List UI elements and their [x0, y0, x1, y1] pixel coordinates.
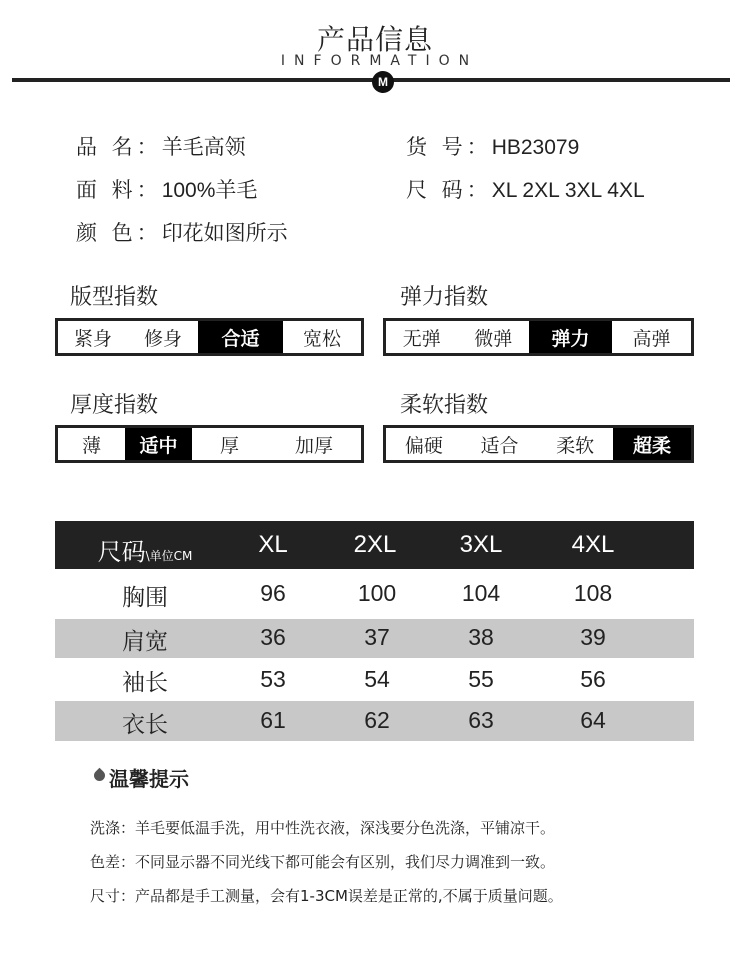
table-cell: 54 — [364, 666, 390, 692]
fit-option-loose — [283, 321, 361, 353]
softness-option-moderate: 适合 — [480, 434, 519, 457]
table-cell: 100 — [357, 580, 397, 606]
thickness-option-thick: 厚 — [219, 434, 239, 457]
table-cell: 38 — [468, 624, 494, 650]
row-label-chest: 胸围 — [122, 585, 168, 611]
table-row — [55, 701, 694, 741]
elasticity-index-bar — [383, 318, 694, 356]
page-subtitle: INFORMATION — [280, 53, 479, 69]
header-unit-label: \单位CM — [145, 549, 193, 563]
thickness-option-thin-label: 薄 — [81, 434, 101, 457]
column-header-xl: XL — [258, 531, 288, 558]
info-sku-value: HB23079 — [491, 136, 580, 159]
table-row — [55, 569, 694, 619]
thickness-index-title: 厚度指数 — [70, 393, 159, 418]
size-table — [55, 521, 694, 741]
table-cell: 62 — [364, 707, 390, 733]
info-color — [76, 217, 288, 247]
elasticity-option-none: 无弹 — [402, 327, 441, 350]
softness-index-title: 柔软指数 — [400, 393, 489, 418]
tip-color-key: 色差： — [90, 853, 136, 871]
softness-option-super-soft-selected — [613, 428, 691, 460]
fit-index-title: 版型指数 — [70, 285, 159, 310]
row-label-shoulder: 肩宽 — [122, 629, 168, 655]
table-cell: 63 — [468, 707, 494, 733]
info-sizes-value: XL 2XL 3XL 4XL — [491, 179, 645, 202]
softness-index-bar — [383, 425, 694, 463]
column-header-3xl: 3XL — [459, 531, 503, 558]
table-cell: 39 — [580, 624, 606, 650]
table-cell: 61 — [260, 707, 286, 733]
elasticity-option-high — [612, 321, 691, 353]
column-header-2xl: 2XL — [353, 531, 397, 558]
fit-index-bar — [55, 318, 364, 356]
info-name-value: 羊毛高领 — [161, 136, 246, 159]
info-color-label: 颜 色： — [76, 221, 162, 245]
elasticity-option-high-label: 高弹 — [632, 327, 671, 350]
softness-option-soft: 柔软 — [556, 434, 595, 457]
tip-washing-key: 洗涤： — [90, 819, 136, 837]
info-sizes-label: 尺 码： — [406, 178, 492, 202]
table-cell: 108 — [573, 580, 613, 606]
tip-color-difference — [90, 851, 555, 872]
tip-size-text: 产品都是手工测量，会有1-3CM误差是正常的,不属于质量问题。 — [135, 887, 563, 905]
page-title: 产品信息 — [316, 23, 433, 56]
info-material-value: 100%羊毛 — [161, 179, 258, 202]
column-header-4xl: 4XL — [571, 531, 615, 558]
info-material — [76, 174, 257, 204]
droplet-icon — [92, 768, 108, 784]
size-table-header-label — [75, 532, 215, 567]
table-cell: 53 — [260, 666, 286, 692]
tip-washing-text: 羊毛要低温手洗，用中性洗衣液，深浅要分色洗涤，平铺凉干。 — [135, 819, 556, 837]
table-row — [55, 619, 694, 658]
table-cell: 37 — [364, 624, 390, 650]
table-cell: 96 — [260, 580, 286, 606]
elasticity-option-group — [386, 321, 529, 353]
table-cell: 56 — [580, 666, 606, 692]
tip-size — [90, 885, 563, 906]
fit-option-regular-label: 合适 — [221, 327, 260, 350]
elasticity-option-elastic-selected — [529, 321, 612, 353]
thickness-option-medium-selected — [125, 428, 192, 460]
info-color-value: 印花如图所示 — [161, 222, 288, 245]
info-sizes — [406, 174, 645, 204]
softness-option-firm: 偏硬 — [404, 434, 443, 457]
fit-option-loose-label: 宽松 — [302, 327, 341, 350]
table-cell: 104 — [461, 580, 501, 606]
info-sku — [406, 131, 579, 161]
table-cell: 64 — [580, 707, 606, 733]
tip-color-text: 不同显示器不同光线下都可能会有区别，我们尽力调准到一致。 — [135, 853, 556, 871]
softness-option-group — [386, 428, 613, 460]
info-name-label: 品 名： — [76, 135, 162, 159]
row-label-sleeve: 袖长 — [122, 670, 168, 696]
size-table-header — [55, 521, 694, 569]
fit-option-regular-selected — [198, 321, 283, 353]
thickness-option-thin — [58, 428, 125, 460]
softness-option-super-soft-label: 超柔 — [632, 434, 671, 457]
m-badge-icon: M — [372, 71, 394, 93]
row-label-length: 衣长 — [122, 712, 168, 738]
table-cell: 55 — [468, 666, 494, 692]
tip-washing — [90, 817, 555, 838]
tips-title: 温馨提示 — [109, 767, 189, 791]
info-material-label: 面 料： — [76, 178, 162, 202]
elasticity-option-elastic-label: 弹力 — [551, 327, 590, 350]
divider-right — [394, 78, 730, 82]
info-sku-label: 货 号： — [406, 135, 492, 159]
table-cell: 36 — [260, 624, 286, 650]
thickness-option-medium-label: 适中 — [139, 434, 178, 457]
table-row — [55, 658, 694, 701]
header-size-label: 尺码 — [97, 538, 146, 566]
tip-size-key: 尺寸： — [90, 887, 136, 905]
thickness-option-extra-thick: 加厚 — [294, 434, 333, 457]
fit-option-tight: 紧身 — [73, 327, 112, 350]
elasticity-option-slight: 微弹 — [474, 327, 513, 350]
info-name — [76, 131, 246, 161]
thickness-option-group-thick — [192, 428, 361, 460]
fit-option-slim: 修身 — [143, 327, 182, 350]
thickness-index-bar — [55, 425, 364, 463]
elasticity-index-title: 弹力指数 — [400, 285, 489, 310]
fit-option-group-tight — [58, 321, 198, 353]
